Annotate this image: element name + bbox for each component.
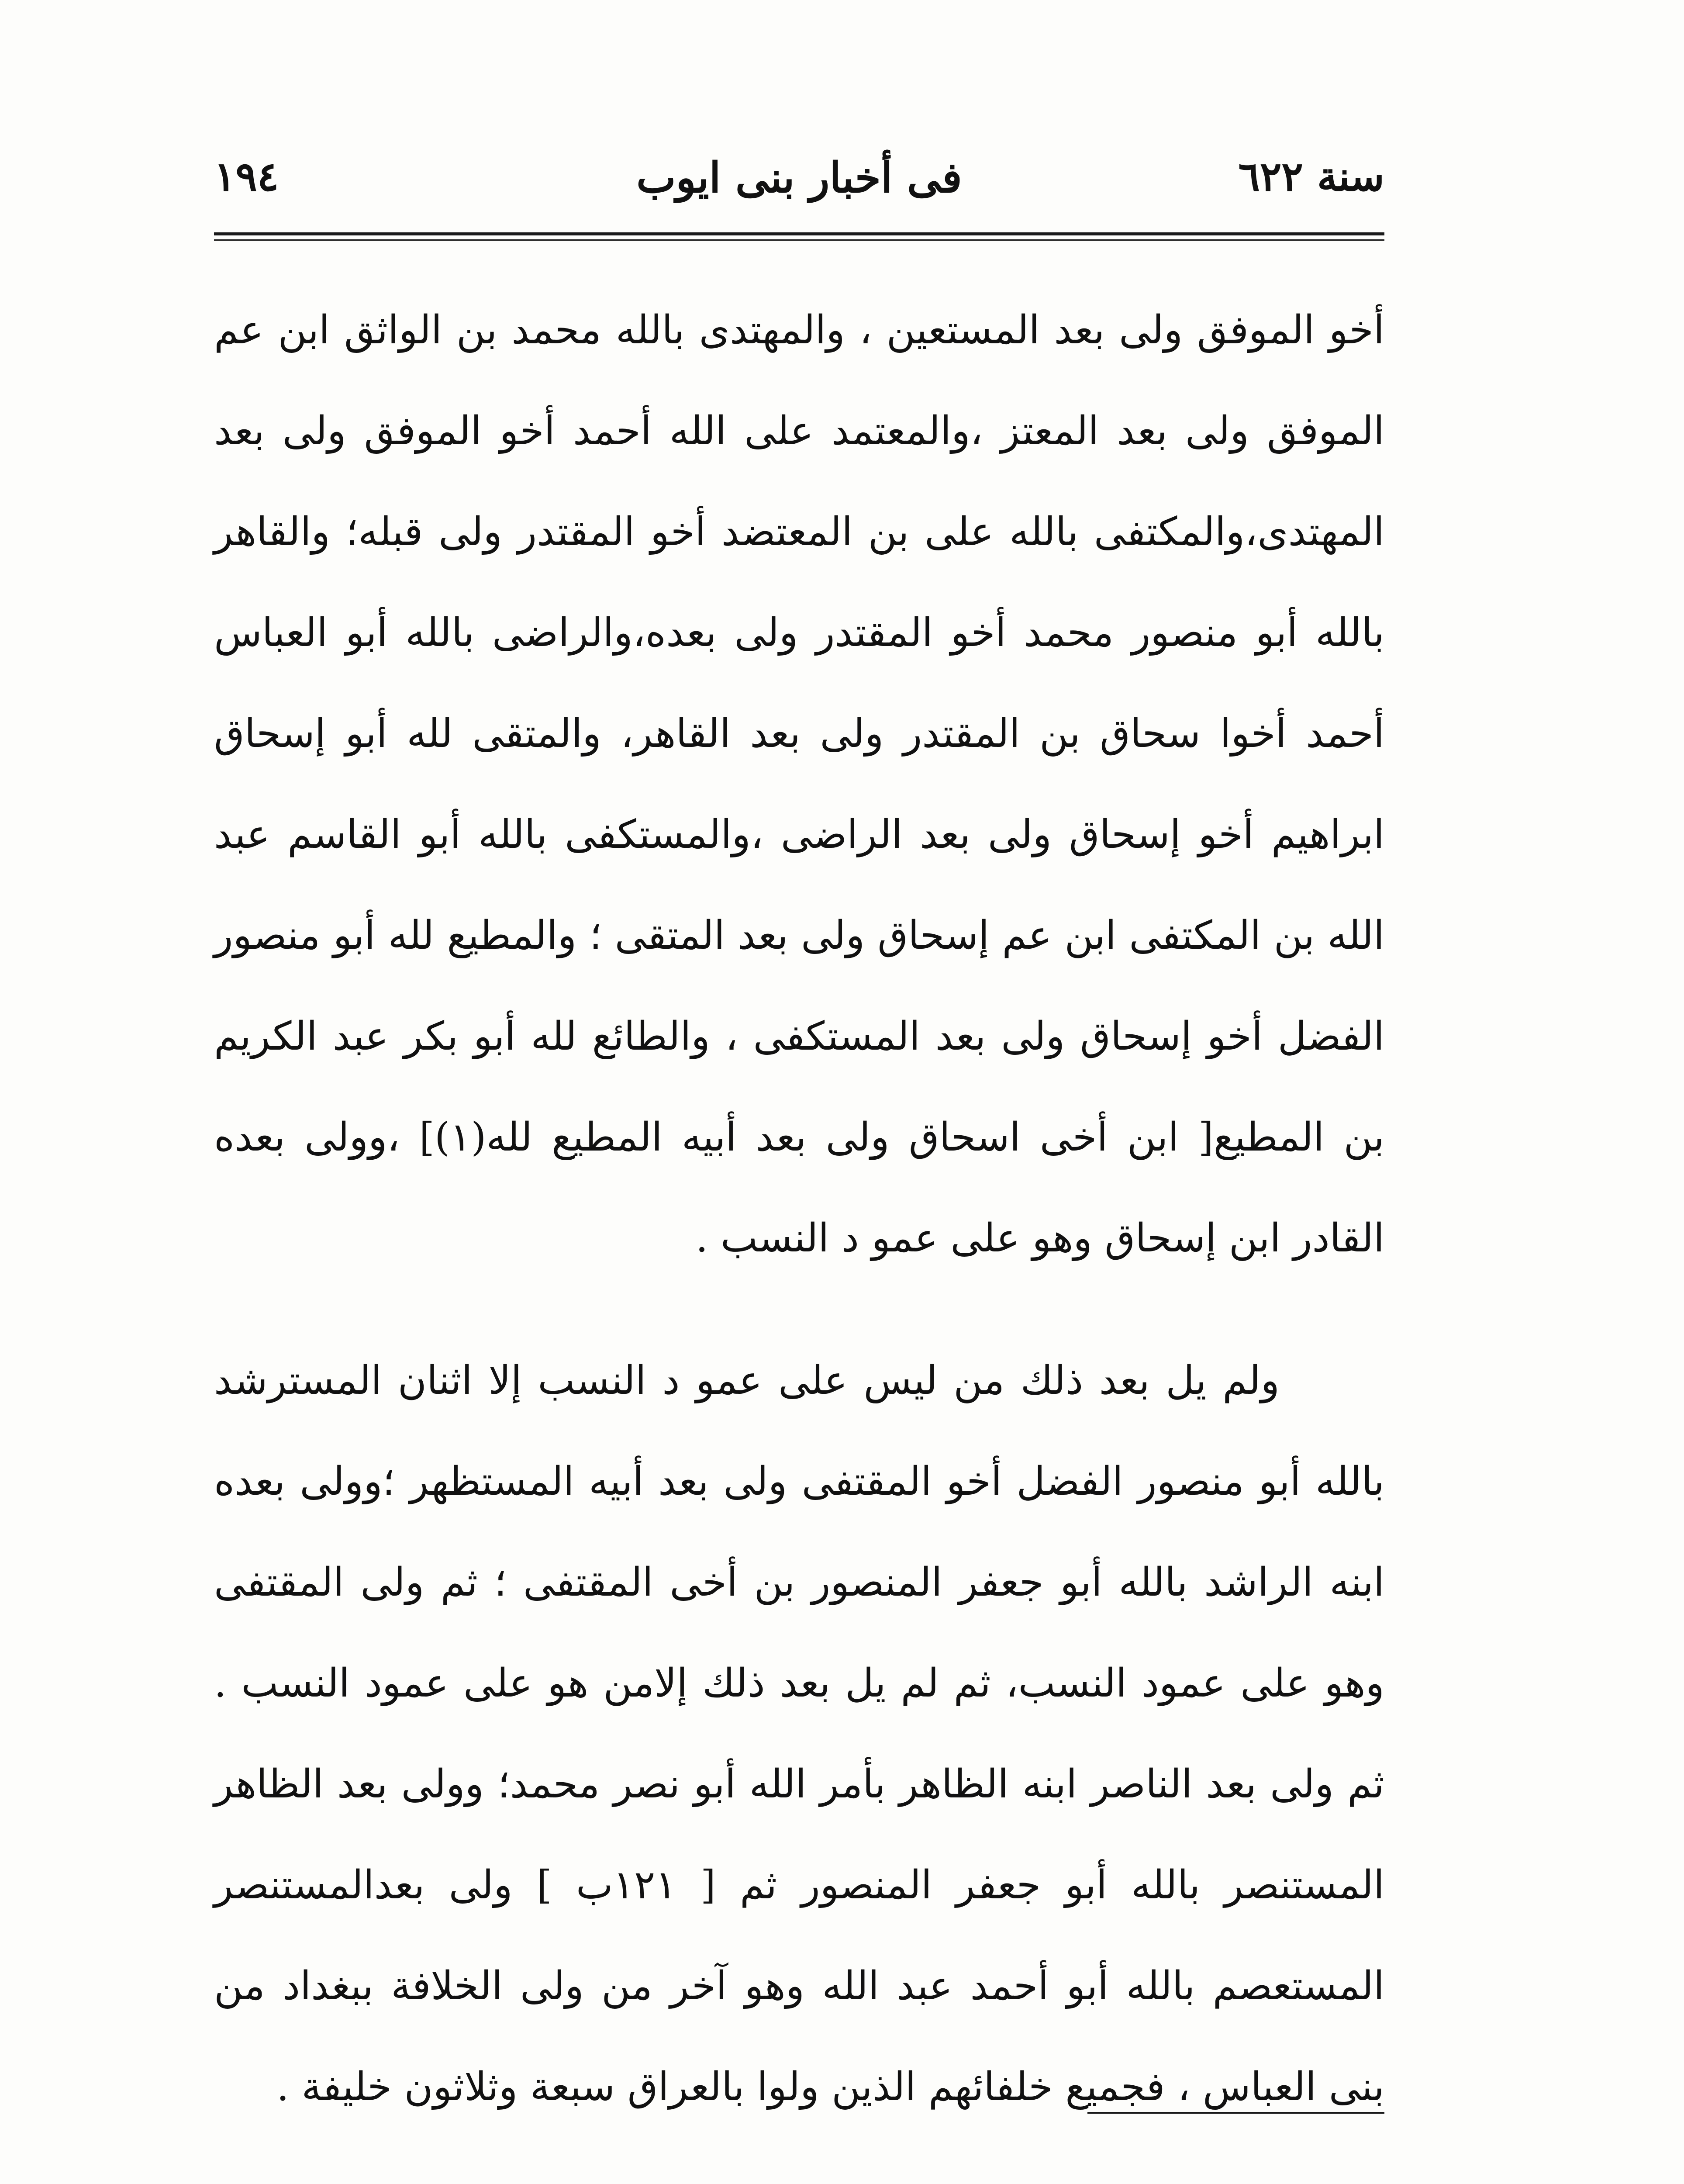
paragraph: أخو الموفق ولى بعد المستعين ، والمهتدى بالله محمد بن الواثق ابن عم الموفق ولى بعد المعتز ،والمعتمد على الله أحمد أخو الموفق ولى بعد المهتدى،والمكتفى بالله على بن المعتضد أخو المقتدر ولى قبله؛ والقاهر بالله أبو منصور محمد أخو المقتدر ولى بعده،والراضى بالله أبو العباس أحمد أخوا سحاق بن المقتدر ولى بعد القاهر، والمتقى لله أبو إسحاق ابراهيم أخو إسحاق ولى بعد الراضى ،والمستكفى بالله أبو القاسم عبد الله بن المكتفى ابن عم إسحاق ولى بعد المتقى ؛ والمطيع لله أبو منصور الفضل أخو إسحاق ولى بعد المستكفى ، والطائع لله أبو بكر عبد الكريم بن المطيع[ ابن أخى اسحاق ولى بعد أبيه المطيع لله(١)] ،وولى بعده القادر ابن إسحاق وهو على عمو د النسب . xyxy=(214,307,1385,1261)
main-text xyxy=(214,280,1384,2137)
footnote-rule xyxy=(1087,2112,1384,2114)
header-year: سنة ٦٢٢ xyxy=(1238,153,1384,200)
header-title: فى أخبار بنى ايوب xyxy=(636,153,962,202)
page-number: ١٩٤ xyxy=(214,153,279,200)
paragraph: ولم يل بعد ذلك من ليس على عمو د النسب إلا اثنان المسترشد بالله أبو منصور الفضل أخو المقتفى ولى بعد أبيه المستظهر ؛وولى بعده ابنه الراشد بالله أبو جعفر المنصور بن أخى المقتفى ؛ ثم ولى المقتفى وهو على عمود النسب، ثم لم يل بعد ذلك إلامن هو على عمود النسب . ثم ولى بعد الناصر ابنه الظاهر بأمر الله أبو نصر محمد؛ وولى بعد الظاهر المستنصر بالله أبو جعفر المنصور ثم [ ١٢١ب ] ولى بعدالمستنصر المستعصم بالله أبو أحمد عبد الله وهو آخر من ولى الخلافة ببغداد من بنى العباس ، فجميع خلفائهم الذين ولوا بالعراق سبعة وثلاثون خليفة . xyxy=(214,1358,1384,2110)
header-rule xyxy=(214,232,1384,235)
header-rule-thin xyxy=(214,239,1384,241)
running-head xyxy=(214,144,1384,214)
